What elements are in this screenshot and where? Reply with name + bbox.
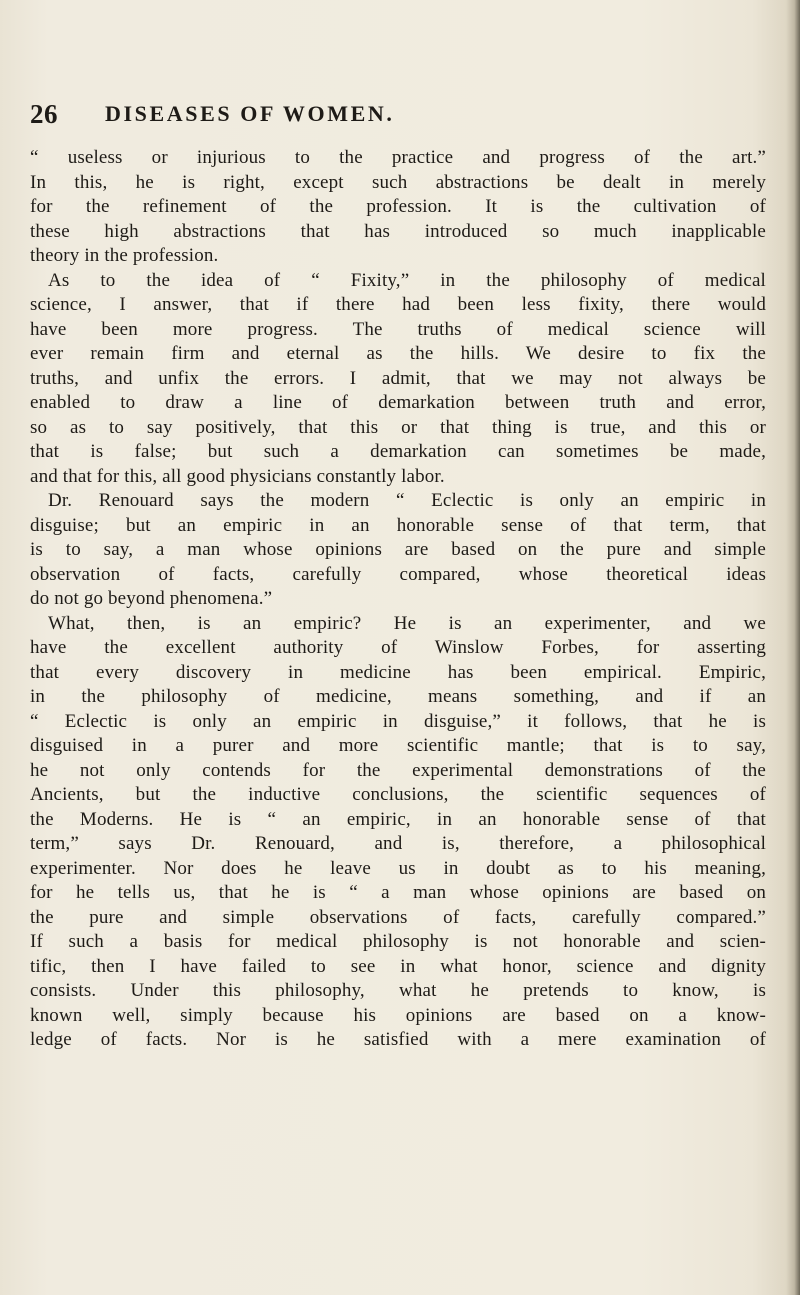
text-line: known well, simply because his opinions are based on a know- (30, 1004, 766, 1026)
text-line: disguised in a purer and more scientific mantle; that is to say, (30, 735, 766, 756)
text-line: and that for this, all good physicians constantly labor. (30, 465, 445, 487)
text-line: have the excellent authority of Winslow Forbes, for asserting (30, 637, 766, 658)
text-line: What, then, is an empiric? He is an experimenter, and we (48, 612, 766, 634)
text-line: for he tells us, that he is “ a man whose opinions are based on (30, 882, 766, 903)
page-number: 26 (30, 99, 58, 129)
text-line: If such a basis for medical philosophy is not honorable and scien- (30, 931, 766, 952)
text-line: for the refinement of the profession. It is the cultivation of (30, 196, 766, 217)
text-line: theory in the profession. (30, 245, 219, 266)
text-line: enabled to draw a line of demarkation between truth and error, (30, 392, 766, 413)
text-line: truths, and unfix the errors. I admit, that we may not always be (30, 367, 766, 389)
text-line: that every discovery in medicine has been empirical. Empiric, (30, 661, 766, 683)
text-line: he not only contends for the experimental demonstrations of the (30, 759, 766, 781)
text-line: disguise; but an empiric in an honorable sense of that term, that (30, 514, 766, 536)
text-line: have been more progress. The truths of medical science will (30, 318, 766, 340)
text-line: ever remain firm and eternal as the hills. We desire to fix the (30, 343, 766, 364)
text-line: tific, then I have failed to see in what honor, science and dignity (30, 955, 766, 977)
text-line: science, I answer, that if there had been less fixity, there would (30, 294, 766, 315)
text-line: Dr. Renouard says the modern “ Eclectic is only an empiric in (48, 490, 766, 511)
text-line: that is false; but such a demarkation can sometimes be made, (30, 441, 766, 462)
running-title: DISEASES OF WOMEN. (105, 101, 395, 126)
text-line: “ useless or injurious to the practice and progress of the art.” (30, 147, 766, 168)
text-line: these high abstractions that has introduced so much inapplicable (30, 220, 766, 242)
text-line: consists. Under this philosophy, what he pretends to know, is (30, 980, 766, 1001)
running-head (30, 97, 770, 131)
text-line: experimenter. Nor does he leave us in doubt as to his meaning, (30, 857, 766, 879)
page-edge-shadow (786, 0, 800, 1295)
text-line: term,” says Dr. Renouard, and is, therefore, a philosophical (30, 833, 766, 854)
text-line: Ancients, but the inductive conclusions, the scientific sequences of (30, 784, 766, 805)
text-line: in the philosophy of medicine, means something, and if an (30, 686, 766, 707)
text-line: As to the idea of “ Fixity,” in the philosophy of medical (48, 269, 766, 291)
text-line: so as to say positively, that this or that thing is true, and this or (30, 416, 766, 438)
text-line: “ Eclectic is only an empiric in disguise,” it follows, that he is (30, 710, 766, 732)
text-line: the Moderns. He is “ an empiric, in an honorable sense of that (30, 808, 766, 830)
text-line: do not go beyond phenomena.” (30, 588, 273, 609)
text-line: the pure and simple observations of facts, carefully compared.” (30, 906, 766, 928)
text-line: ledge of facts. Nor is he satisfied with a mere examination of (30, 1029, 766, 1050)
body-text (30, 146, 766, 1053)
text-line: In this, he is right, except such abstractions be dealt in merely (30, 171, 766, 193)
text-line: observation of facts, carefully compared, whose theoretical ideas (30, 563, 766, 585)
text-line: is to say, a man whose opinions are based on the pure and simple (30, 539, 766, 560)
